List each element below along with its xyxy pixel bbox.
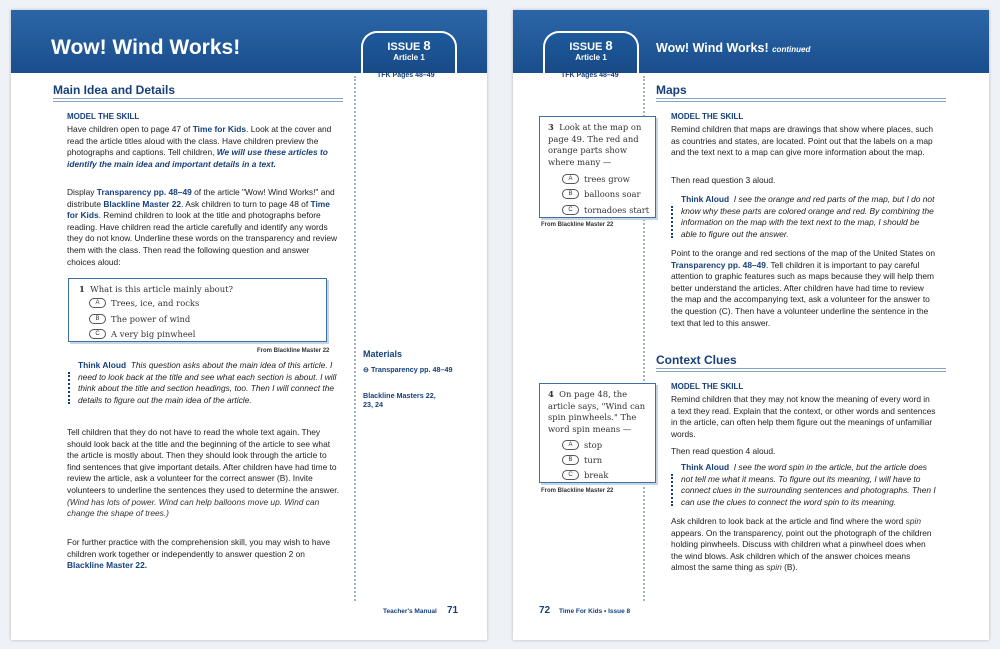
think-aloud-maps: Think Aloud I see the orange and red parts of the map, but I do not know why these parts are colored orange and red. By combining the information on the map with the text next to the map, I should be able to figure out the answer. [671,194,936,240]
context-paragraph-3: Ask children to look back at the article and find where the word spin appears. On the transparency, point out the photograph of the children holding pinwheels. Discuss with children what a pinwheel does when the wind blows. Ask children which of the answer choices means almost the same thing as spin (B). [671,516,932,573]
q4-choice-b: B turn [562,455,602,465]
question-3-box [539,116,656,218]
q3-choice-c: C tornadoes start [562,205,649,215]
footer-label: Teacher's Manual [383,608,437,615]
think-aloud-context: Think Aloud I see the word spin in the article, but the article does not tell me what it means. To figure out its meaning, I will have to connect clues in the surrounding sentences and photographs. Then I can use the clues to connect the word spin to its meaning. [671,462,936,508]
q4-bubble-c: C [562,470,579,480]
think-aloud-dots [68,372,70,404]
issue-label-right: ISSUE 8 [569,38,613,53]
tfk-pages: TFK Pages 48–49 [377,72,435,79]
practice-paragraph: For further practice with the comprehension skill, you may wish to have children work together or independently to answer question 2 on Blackline Master 22. [67,537,330,571]
page-title: Wow! Wind Works! [51,36,241,59]
footer-label-right: Time For Kids • Issue 8 [559,608,631,615]
q3-bubble-c: C [562,205,579,215]
model-skill-title: MODEL THE SKILL [67,112,140,121]
display-paragraph: Display Transparency pp. 48–49 of the article "Wow! Wind Works!" and distribute Blackline Master 22. Ask children to turn to page 48 of Time for Kids. Remind children to look at the title and photographs before reading. Have children read the article carefully and identify any words they do not know. Underline these words on the transparency and review them with the class. Then read the following question and answer choices aloud: [67,187,338,267]
question-1-text: 1 What is this article mainly about? [79,284,233,294]
section-title-main-idea: Main Idea and Details [53,83,176,97]
article-label-right: Article 1 [575,53,607,62]
section-title-context-clues: Context Clues [656,353,737,367]
choice-c: C A very big pinwheel [89,329,195,339]
question-1-box [68,278,327,342]
footer-page-number: 71 [447,605,459,616]
transparency-icon: ⊖ [363,365,370,374]
article-label: Article 1 [393,53,425,62]
maps-paragraph-3: Point to the orange and red sections of the map of the United States on Transparency pp. 48–49. Tell children it is important to pay careful attention to graphic features such as maps because they will help them better understand the articles. After children have had time to review the map and the accompanying text, ask a volunteer for the answer to the question (C). Then have a volunteer underline the sentence in the text that led to this answer. [671,248,935,328]
intro-paragraph: Have children open to page 47 of Time for Kids. Look at the cover and read the article titles aloud with the class. Have children preview the photographs and captions. Tell children, We will use these articles to identify the main idea and important details in a text. [67,124,332,169]
context-rule [656,368,946,372]
maps-paragraph-2: Then read question 3 aloud. [671,175,776,185]
question-3-text: 3 Look at the map on page 49. The red and orange parts show where many — [548,122,642,167]
q3-bubble-b: B [562,189,579,199]
think-aloud-main-idea: Think Aloud This question asks about the main idea of this article. I need to look back at the title and see what each section is about. I will think about the title and section headings, too. Then I will connect the details to figure out the main idea of the article. [68,360,338,406]
column-divider [354,76,356,601]
question-4-text: 4 On page 48, the article says, "Wind can spin pinwheels." The word spin means — [548,389,646,434]
materials-blackline: Blackline Masters 22, 23, 24 [363,391,436,409]
tfk-pages-right: TFK Pages 48–49 [561,72,619,79]
section-rule [53,98,343,102]
q3-bubble-a: A [562,174,579,184]
blackline-caption-q4: From Blackline Master 22 [541,488,614,494]
think-aloud-dots-maps [671,206,673,238]
question-4-box [539,383,656,483]
blackline-caption-q3: From Blackline Master 22 [541,222,614,228]
issue-label: ISSUE 8 [387,38,431,53]
think-aloud-dots-context [671,474,673,506]
context-paragraph-1: Remind children that they may not know the meaning of every word in a text they read. Explain that the context, or other words and sentences in the article, can often help them figure out the meanings of unfamiliar words. [671,394,936,439]
section-title-maps: Maps [656,83,687,97]
blackline-caption: From Blackline Master 22 [257,348,330,354]
materials-title: Materials [363,349,403,359]
bubble-c: C [89,329,106,339]
right-page [513,10,989,640]
page-title-right: Wow! Wind Works! continued [656,41,811,55]
maps-rule [656,98,946,102]
context-paragraph-2: Then read question 4 aloud. [671,446,776,456]
q4-choice-a: A stop [562,440,602,450]
bubble-b: B [89,314,106,324]
explain-paragraph: Tell children that they do not have to read the whole text again. They should look back at the title and the beginning of the article to see what the article is mostly about. Then they should look through the article to find sentences that give important details. After children have had time to review the article, ask a volunteer for the correct answer (B). Invite volunteers to underline the sentences they used to determine the answer. (Wind has lots of power. Wind can help balloons move up. Wind can change the shape of trees.) [67,427,339,519]
q3-choice-a: A trees grow [562,174,630,184]
choice-a: A Trees, ice, and rocks [89,298,199,308]
q4-bubble-b: B [562,455,579,465]
issue-tab-right [543,31,639,73]
maps-paragraph-1: Remind children that maps are drawings that show where places, such as countries and states, are located. Point out that the labels on a map and the text next to a map can give more information about the map. [671,124,934,158]
context-model-title: MODEL THE SKILL [671,382,744,391]
q4-choice-c: C break [562,470,608,480]
footer-page-number-right: 72 [539,605,551,616]
choice-b: B The power of wind [89,314,190,324]
left-page [11,10,487,640]
maps-model-title: MODEL THE SKILL [671,112,744,121]
q4-bubble-a: A [562,440,579,450]
bubble-a: A [89,298,106,308]
q3-choice-b: B balloons soar [562,189,641,199]
materials-transparency: ⊖ Transparency pp. 48–49 [363,365,453,374]
issue-tab [361,31,457,73]
